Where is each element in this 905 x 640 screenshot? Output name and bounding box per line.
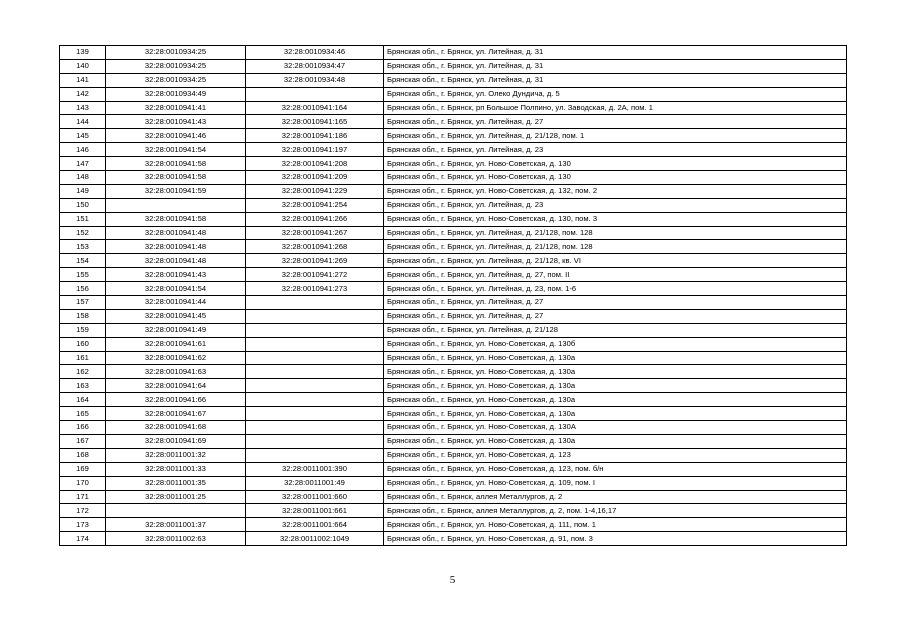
row-number-cell: 157: [60, 296, 106, 310]
cadastral-number-cell: 32:28:0011001:25: [106, 490, 246, 504]
row-number-cell: 155: [60, 268, 106, 282]
address-cell: Брянская обл., г. Брянск, ул. Ново-Советская, д. 130А: [384, 421, 847, 435]
table-row: [60, 282, 847, 296]
building-cadastral-number-cell: [246, 393, 384, 407]
table-row: [60, 198, 847, 212]
page-number: 5: [449, 574, 456, 586]
row-number-cell: 171: [60, 490, 106, 504]
cadastral-number-cell: 32:28:0010934:25: [106, 59, 246, 73]
address-cell: Брянская обл., г. Брянск, ул. Ново-Советская, д. 130: [384, 157, 847, 171]
table-row: [60, 434, 847, 448]
table-row: [60, 226, 847, 240]
row-number-cell: 156: [60, 282, 106, 296]
building-cadastral-number-cell: 32:28:0010941:208: [246, 157, 384, 171]
building-cadastral-number-cell: [246, 421, 384, 435]
cadastral-number-cell: 32:28:0010941:62: [106, 351, 246, 365]
address-cell: Брянская обл., г. Брянск, ул. Ново-Советская, д. 130а: [384, 407, 847, 421]
address-cell: Брянская обл., г. Брянск, ул. Ново-Советская, д. 91, пом. 3: [384, 532, 847, 546]
row-number-cell: 168: [60, 448, 106, 462]
address-cell: Брянская обл., г. Брянск, ул. Ново-Советская, д. 123: [384, 448, 847, 462]
building-cadastral-number-cell: 32:28:0011001:390: [246, 462, 384, 476]
building-cadastral-number-cell: 32:28:0011001:664: [246, 518, 384, 532]
building-cadastral-number-cell: 32:28:0010941:254: [246, 198, 384, 212]
building-cadastral-number-cell: 32:28:0010934:48: [246, 73, 384, 87]
row-number-cell: 160: [60, 337, 106, 351]
address-cell: Брянская обл., г. Брянск, ул. Ново-Советская, д. 132, пом. 2: [384, 184, 847, 198]
building-cadastral-number-cell: 32:28:0010934:46: [246, 46, 384, 60]
address-cell: Брянская обл., г. Брянск, ул. Литейная, д. 31: [384, 73, 847, 87]
address-cell: Брянская обл., г. Брянск, ул. Ново-Советская, д. 130а: [384, 365, 847, 379]
row-number-cell: 162: [60, 365, 106, 379]
building-cadastral-number-cell: 32:28:0010941:272: [246, 268, 384, 282]
table-row: [60, 101, 847, 115]
cadastral-number-cell: 32:28:0010934:25: [106, 73, 246, 87]
address-cell: Брянская обл., г. Брянск, ул. Литейная, д. 21/128, пом. 128: [384, 240, 847, 254]
row-number-cell: 158: [60, 309, 106, 323]
building-cadastral-number-cell: [246, 434, 384, 448]
cadastral-number-cell: 32:28:0011001:37: [106, 518, 246, 532]
row-number-cell: 163: [60, 379, 106, 393]
building-cadastral-number-cell: 32:28:0010941:209: [246, 171, 384, 185]
cadastral-number-cell: 32:28:0011001:32: [106, 448, 246, 462]
building-cadastral-number-cell: 32:28:0011001:49: [246, 476, 384, 490]
address-cell: Брянская обл., г. Брянск, ул. Литейная, д. 31: [384, 46, 847, 60]
address-cell: Брянская обл., г. Брянск, ул. Ново-Советская, д. 130а: [384, 351, 847, 365]
cadastral-number-cell: 32:28:0010941:68: [106, 421, 246, 435]
address-cell: Брянская обл., г. Брянск, ул. Литейная, д. 27: [384, 309, 847, 323]
cadastral-number-cell: 32:28:0011001:33: [106, 462, 246, 476]
building-cadastral-number-cell: [246, 337, 384, 351]
row-number-cell: 141: [60, 73, 106, 87]
address-cell: Брянская обл., г. Брянск, ул. Литейная, д. 31: [384, 59, 847, 73]
table-row: [60, 59, 847, 73]
cadastral-number-cell: 32:28:0010941:69: [106, 434, 246, 448]
building-cadastral-number-cell: 32:28:0010941:197: [246, 143, 384, 157]
address-cell: Брянская обл., г. Брянск, ул. Ново-Советская, д. 130а: [384, 434, 847, 448]
cadastral-number-cell: 32:28:0010941:54: [106, 143, 246, 157]
cadastral-number-cell: 32:28:0010941:43: [106, 115, 246, 129]
building-cadastral-number-cell: 32:28:0010941:267: [246, 226, 384, 240]
cadastral-number-cell: 32:28:0010941:48: [106, 240, 246, 254]
cadastral-number-cell: 32:28:0010941:59: [106, 184, 246, 198]
row-number-cell: 164: [60, 393, 106, 407]
building-cadastral-number-cell: 32:28:0010941:269: [246, 254, 384, 268]
table-body: [60, 46, 847, 546]
table-row: [60, 115, 847, 129]
address-cell: Брянская обл., г. Брянск, ул. Литейная, д. 21/128, кв. VI: [384, 254, 847, 268]
building-cadastral-number-cell: 32:28:0010934:47: [246, 59, 384, 73]
table-row: [60, 323, 847, 337]
cadastral-number-cell: 32:28:0010941:54: [106, 282, 246, 296]
building-cadastral-number-cell: 32:28:0010941:266: [246, 212, 384, 226]
address-cell: Брянская обл., г. Брянск, ул. Литейная, д. 21/128: [384, 323, 847, 337]
address-cell: Брянская обл., г. Брянск, аллея Металлургов, д. 2: [384, 490, 847, 504]
table-row: [60, 240, 847, 254]
address-cell: Брянская обл., г. Брянск, ул. Литейная, д. 21/128, пом. 128: [384, 226, 847, 240]
cadastral-number-cell: 32:28:0010941:46: [106, 129, 246, 143]
address-cell: Брянская обл., г. Брянск, ул. Ново-Советская, д. 130, пом. 3: [384, 212, 847, 226]
cadastral-number-cell: 32:28:0010941:45: [106, 309, 246, 323]
row-number-cell: 167: [60, 434, 106, 448]
row-number-cell: 144: [60, 115, 106, 129]
table-row: [60, 490, 847, 504]
table-row: [60, 518, 847, 532]
table-row: [60, 393, 847, 407]
table-row: [60, 87, 847, 101]
cadastral-number-cell: 32:28:0010941:48: [106, 254, 246, 268]
table-row: [60, 365, 847, 379]
table-row: [60, 212, 847, 226]
building-cadastral-number-cell: 32:28:0011001:661: [246, 504, 384, 518]
table-row: [60, 129, 847, 143]
cadastral-number-cell: 32:28:0010941:48: [106, 226, 246, 240]
table-row: [60, 476, 847, 490]
table-row: [60, 407, 847, 421]
table-row: [60, 268, 847, 282]
table-row: [60, 421, 847, 435]
building-cadastral-number-cell: 32:28:0010941:164: [246, 101, 384, 115]
building-cadastral-number-cell: [246, 365, 384, 379]
cadastral-table: [59, 45, 847, 546]
building-cadastral-number-cell: 32:28:0011001:660: [246, 490, 384, 504]
cadastral-number-cell: 32:28:0010941:49: [106, 323, 246, 337]
address-cell: Брянская обл., г. Брянск, ул. Литейная, д. 27: [384, 296, 847, 310]
building-cadastral-number-cell: 32:28:0010941:165: [246, 115, 384, 129]
table-row: [60, 157, 847, 171]
cadastral-number-cell: 32:28:0010941:43: [106, 268, 246, 282]
row-number-cell: 161: [60, 351, 106, 365]
row-number-cell: 153: [60, 240, 106, 254]
row-number-cell: 172: [60, 504, 106, 518]
address-cell: Брянская обл., г. Брянск, ул. Литейная, д. 23, пом. 1-6: [384, 282, 847, 296]
building-cadastral-number-cell: 32:28:0011002:1049: [246, 532, 384, 546]
address-cell: Брянская обл., г. Брянск, рп Большое Полпино, ул. Заводская, д. 2А, пом. 1: [384, 101, 847, 115]
row-number-cell: 140: [60, 59, 106, 73]
building-cadastral-number-cell: [246, 296, 384, 310]
row-number-cell: 149: [60, 184, 106, 198]
table-row: [60, 73, 847, 87]
cadastral-number-cell: 32:28:0010941:64: [106, 379, 246, 393]
table-row: [60, 254, 847, 268]
row-number-cell: 147: [60, 157, 106, 171]
table-row: [60, 296, 847, 310]
cadastral-number-cell: 32:28:0010941:66: [106, 393, 246, 407]
row-number-cell: 166: [60, 421, 106, 435]
row-number-cell: 174: [60, 532, 106, 546]
table-row: [60, 309, 847, 323]
building-cadastral-number-cell: [246, 323, 384, 337]
address-cell: Брянская обл., г. Брянск, ул. Ново-Советская, д. 130: [384, 171, 847, 185]
building-cadastral-number-cell: 32:28:0010941:268: [246, 240, 384, 254]
table-row: [60, 448, 847, 462]
row-number-cell: 148: [60, 171, 106, 185]
table-row: [60, 171, 847, 185]
table-row: [60, 143, 847, 157]
address-cell: Брянская обл., г. Брянск, ул. Литейная, д. 21/128, пом. 1: [384, 129, 847, 143]
building-cadastral-number-cell: 32:28:0010941:229: [246, 184, 384, 198]
cadastral-number-cell: 32:28:0010941:58: [106, 171, 246, 185]
row-number-cell: 150: [60, 198, 106, 212]
table-row: [60, 184, 847, 198]
cadastral-number-cell: 32:28:0010941:44: [106, 296, 246, 310]
cadastral-number-cell: 32:28:0010934:49: [106, 87, 246, 101]
row-number-cell: 170: [60, 476, 106, 490]
cadastral-number-cell: 32:28:0010941:58: [106, 157, 246, 171]
row-number-cell: 159: [60, 323, 106, 337]
row-number-cell: 145: [60, 129, 106, 143]
cadastral-number-cell: 32:28:0011002:63: [106, 532, 246, 546]
table-row: [60, 337, 847, 351]
cadastral-number-cell: 32:28:0010934:25: [106, 46, 246, 60]
row-number-cell: 154: [60, 254, 106, 268]
table-row: [60, 504, 847, 518]
cadastral-number-cell: 32:28:0010941:61: [106, 337, 246, 351]
address-cell: Брянская обл., г. Брянск, ул. Олеко Дундича, д. 5: [384, 87, 847, 101]
cadastral-number-cell: 32:28:0011001:35: [106, 476, 246, 490]
address-cell: Брянская обл., г. Брянск, ул. Ново-Советская, д. 130а: [384, 393, 847, 407]
building-cadastral-number-cell: [246, 351, 384, 365]
address-cell: Брянская обл., г. Брянск, ул. Литейная, д. 27, пом. II: [384, 268, 847, 282]
address-cell: Брянская обл., г. Брянск, ул. Ново-Советская, д. 130а: [384, 379, 847, 393]
address-cell: Брянская обл., г. Брянск, ул. Литейная, д. 23: [384, 143, 847, 157]
row-number-cell: 146: [60, 143, 106, 157]
cadastral-number-cell: [106, 504, 246, 518]
row-number-cell: 169: [60, 462, 106, 476]
address-cell: Брянская обл., г. Брянск, ул. Ново-Советская, д. 109, пом. I: [384, 476, 847, 490]
address-cell: Брянская обл., г. Брянск, аллея Металлургов, д. 2, пом. 1-4,16,17: [384, 504, 847, 518]
address-cell: Брянская обл., г. Брянск, ул. Ново-Советская, д. 111, пом. 1: [384, 518, 847, 532]
building-cadastral-number-cell: [246, 309, 384, 323]
cadastral-number-cell: 32:28:0010941:41: [106, 101, 246, 115]
building-cadastral-number-cell: 32:28:0010941:186: [246, 129, 384, 143]
building-cadastral-number-cell: [246, 379, 384, 393]
table-row: [60, 379, 847, 393]
table-row: [60, 46, 847, 60]
row-number-cell: 165: [60, 407, 106, 421]
row-number-cell: 173: [60, 518, 106, 532]
building-cadastral-number-cell: 32:28:0010941:273: [246, 282, 384, 296]
cadastral-number-cell: [106, 198, 246, 212]
row-number-cell: 152: [60, 226, 106, 240]
table-row: [60, 532, 847, 546]
row-number-cell: 139: [60, 46, 106, 60]
table-row: [60, 351, 847, 365]
building-cadastral-number-cell: [246, 407, 384, 421]
cadastral-number-cell: 32:28:0010941:58: [106, 212, 246, 226]
building-cadastral-number-cell: [246, 448, 384, 462]
cadastral-number-cell: 32:28:0010941:63: [106, 365, 246, 379]
cadastral-number-cell: 32:28:0010941:67: [106, 407, 246, 421]
row-number-cell: 151: [60, 212, 106, 226]
address-cell: Брянская обл., г. Брянск, ул. Литейная, д. 23: [384, 198, 847, 212]
building-cadastral-number-cell: [246, 87, 384, 101]
address-cell: Брянская обл., г. Брянск, ул. Ново-Советская, д. 130б: [384, 337, 847, 351]
row-number-cell: 143: [60, 101, 106, 115]
row-number-cell: 142: [60, 87, 106, 101]
address-cell: Брянская обл., г. Брянск, ул. Ново-Советская, д. 123, пом. б/н: [384, 462, 847, 476]
address-cell: Брянская обл., г. Брянск, ул. Литейная, д. 27: [384, 115, 847, 129]
table-row: [60, 462, 847, 476]
